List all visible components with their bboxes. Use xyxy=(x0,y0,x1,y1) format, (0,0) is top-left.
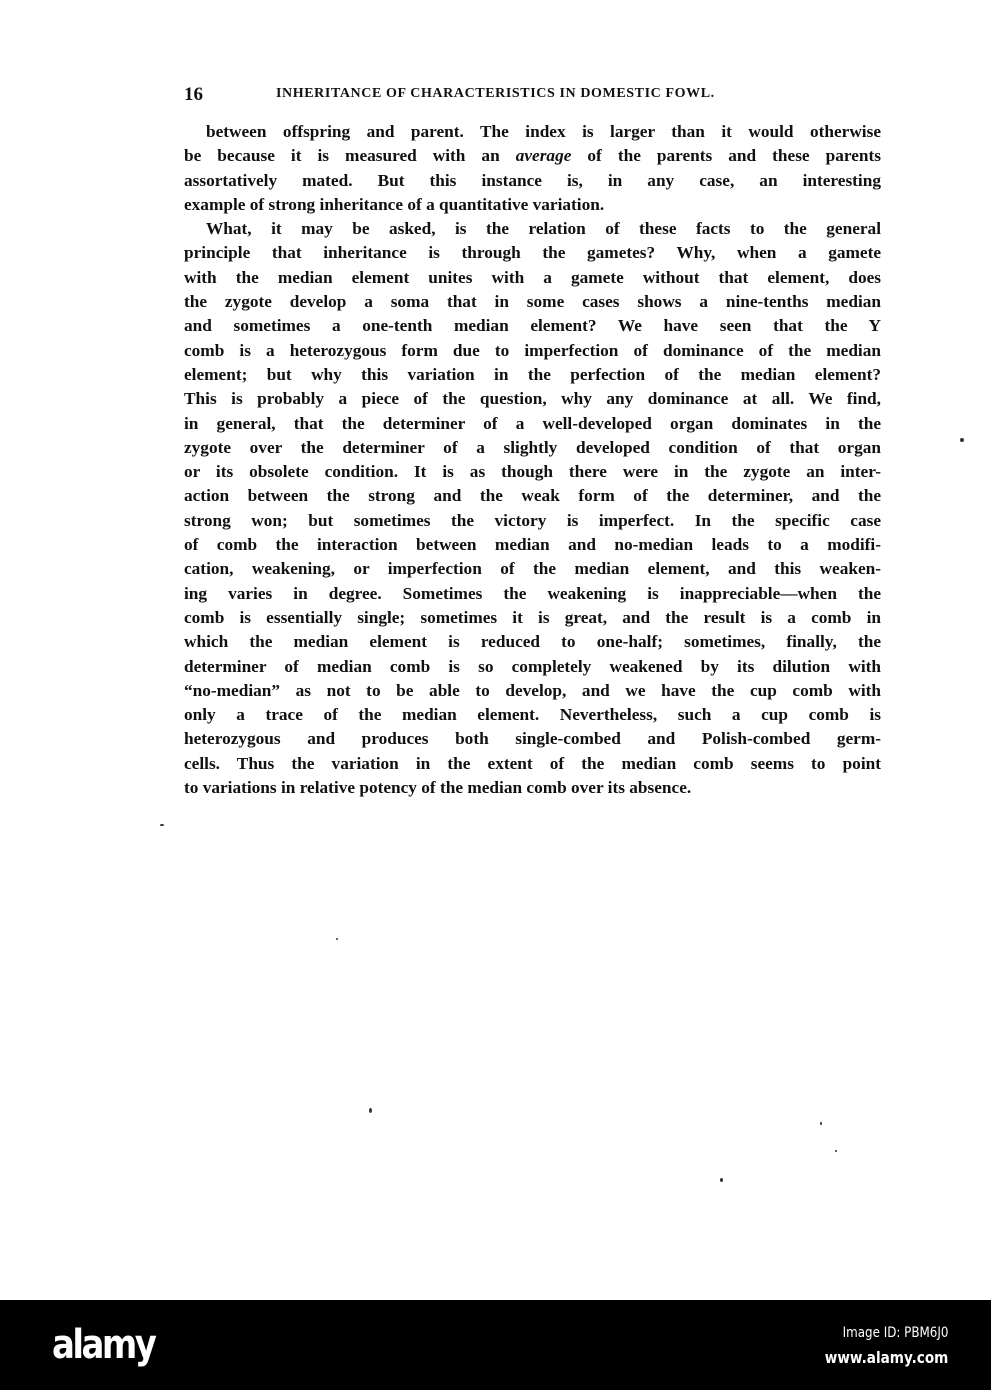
page-header xyxy=(184,84,884,108)
text-line: comb is essentially single; sometimes it is great, and the result is a comb in xyxy=(184,607,881,627)
scan-speck xyxy=(369,1108,372,1113)
text-line: or its obsolete condition. It is as though there were in the zygote an inter- xyxy=(184,462,881,482)
text-line: cation, weakening, or imperfection of the median element, and this weaken- xyxy=(184,559,881,579)
watermark-bar xyxy=(0,1300,991,1390)
text-line: cells. Thus the variation in the extent of the median comb seems to point xyxy=(184,753,881,773)
text-line: strong won; but sometimes the victory is imperfect. In the specific case xyxy=(184,510,881,530)
text-line: action between the strong and the weak form of the determiner, and the xyxy=(184,486,881,506)
scan-speck xyxy=(820,1122,822,1125)
text-line: heterozygous and produces both single-combed and Polish-combed germ- xyxy=(184,729,881,749)
text-line: of comb the interaction between median and no-median leads to a modifi- xyxy=(184,535,881,555)
text-line: between offspring and parent. The index is larger than it would otherwise xyxy=(206,122,881,141)
scan-speck xyxy=(960,438,964,442)
text-line: ing varies in degree. Sometimes the weakening is inappreciable—when the xyxy=(184,583,881,603)
scan-speck xyxy=(835,1150,837,1152)
text-segment: of the parents and these parents xyxy=(571,146,881,166)
text-line: principle that inheritance is through the gametes? Why, when a gamete xyxy=(184,243,881,263)
running-title: INHERITANCE OF CHARACTERISTICS IN DOMESTIC FOWL. xyxy=(276,86,715,101)
text-line xyxy=(184,144,881,168)
text-line: “no-median” as not to be able to develop, and we have the cup comb with xyxy=(184,680,881,700)
text-line: This is probably a piece of the question, why any dominance at all. We find, xyxy=(184,389,881,409)
text-line: example of strong inheritance of a quantitative variation. xyxy=(184,194,605,214)
text-line: in general, that the determiner of a well-developed organ dominates in the xyxy=(184,413,881,433)
scan-speck xyxy=(720,1178,723,1182)
text-line: which the median element is reduced to one-half; sometimes, finally, the xyxy=(184,632,881,652)
watermark-url: www.alamy.com xyxy=(824,1348,948,1367)
text-line: and sometimes a one-tenth median element? We have seen that the Y xyxy=(184,316,881,336)
text-line: zygote over the determiner of a slightly developed condition of that organ xyxy=(184,437,881,457)
text-line: What, it may be asked, is the relation of these facts to the general xyxy=(206,219,881,239)
italic-word: average xyxy=(515,146,572,166)
text-line: with the median element unites with a gamete without that element, does xyxy=(184,267,881,287)
alamy-logo: alamy xyxy=(52,1322,155,1368)
text-line: comb is a heterozygous form due to imperfection of dominance of the median xyxy=(184,340,881,360)
text-line: element; but why this variation in the perfection of the median element? xyxy=(184,364,881,384)
scan-speck xyxy=(160,824,164,826)
text-line: to variations in relative potency of the median comb over its absence. xyxy=(184,778,692,798)
page-number: 16 xyxy=(184,84,203,105)
text-line: determiner of median comb is so completely weakened by its dilution with xyxy=(184,656,881,676)
text-line: assortatively mated. But this instance is, in any case, an interesting xyxy=(184,170,881,190)
body-text xyxy=(184,120,881,800)
text-line: the zygote develop a soma that in some cases shows a nine-tenths median xyxy=(184,292,881,312)
image-id: Image ID: PBM6J0 xyxy=(842,1325,948,1341)
text-line: only a trace of the median element. Nevertheless, such a cup comb is xyxy=(184,705,881,725)
scan-speck xyxy=(336,938,338,940)
text-segment: be because it is measured with an xyxy=(184,146,516,166)
